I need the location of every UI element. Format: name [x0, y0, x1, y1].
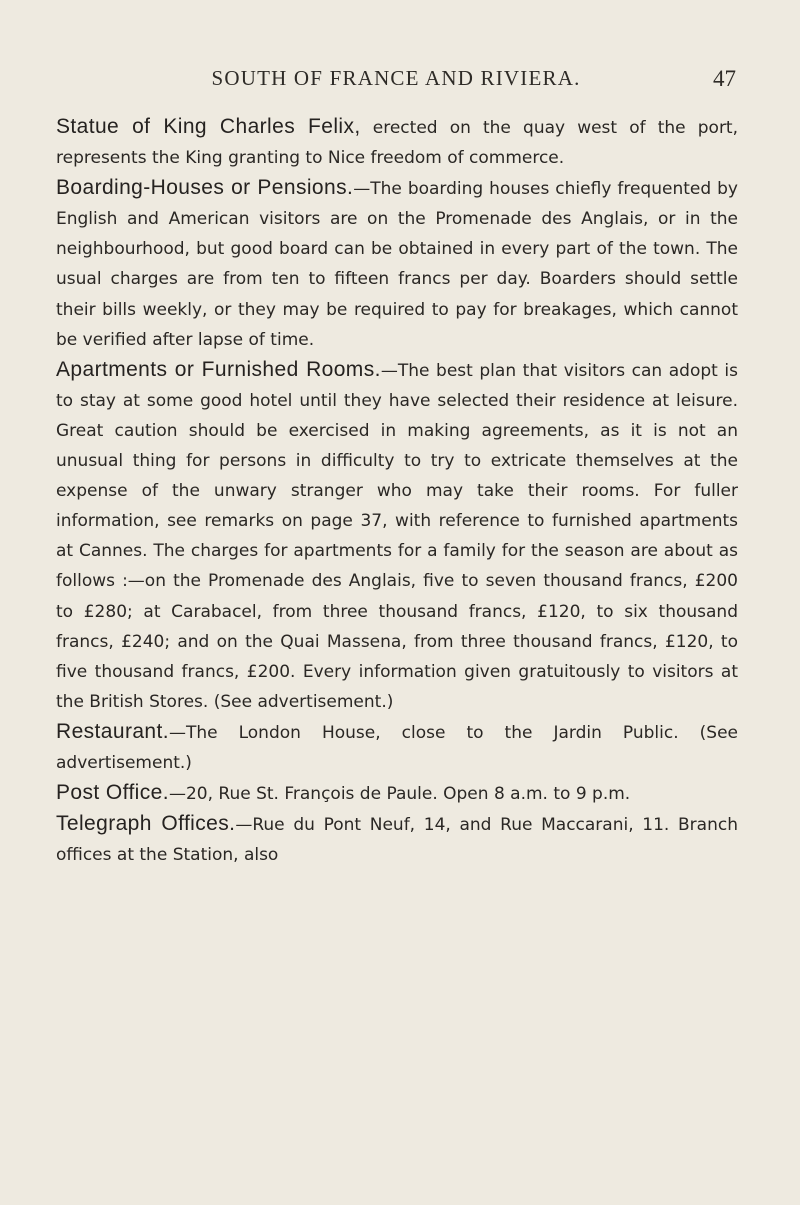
text-apartments: —The best plan that visitors can adopt is to stay at some good hotel until they have selected their residence at leisure. Great caution should be exercised in making agreements, as it is not an unusual thing for persons in difficulty to try to extricate themselves at the expense of the unwary stranger who may take their rooms. For fuller information, see remarks on page 37, with reference to furnished apartments at Cannes. The charges for apartments for a family for the season are about as follows :—on the Promenade des Anglais, five to seven thousand francs, £200 to £280; at Carabacel, from three thousand francs, £120, to six thousand francs, £240; and on the Quai Massena, from three thousand francs, £120, to five thousand francs, £200. Every information given gratuitously to visitors at the British Stores. (See advertisement.)	[56, 360, 738, 712]
paragraph-post-office	[56, 778, 738, 809]
text-post-office: —20, Rue St. François de Paule. Open 8 a.m. to 9 p.m.	[168, 784, 631, 805]
text-boarding-houses: —The boarding houses chiefly frequented by English and American visitors are on the Promenade des Anglais, or in the neighbourhood, but good board can be obtained in every part of the town. The usual charges are from ten to fifteen francs per day. Boarders should settle their bills weekly, or they may be required to pay for breakages, which cannot be verified after lapse of time.	[56, 179, 738, 350]
heading-post-office: Post Office.	[56, 781, 169, 805]
paragraph-apartments	[56, 355, 738, 717]
heading-restaurant: Restaurant.	[56, 719, 169, 743]
page-number: 47	[713, 66, 736, 91]
heading-apartments: Apartments or Furnished Rooms.	[56, 357, 381, 381]
paragraph-boarding-houses	[56, 173, 738, 355]
body-text	[56, 112, 738, 870]
heading-statue: Statue of King Charles Felix,	[56, 115, 361, 138]
heading-telegraph: Telegraph Offices.	[56, 812, 236, 836]
text-telegraph: —Rue du Pont Neuf, 14, and Rue Maccarani, 11. Branch offices at the Station, also	[56, 815, 738, 866]
running-title: SOUTH OF FRANCE AND RIVIERA.	[211, 66, 581, 90]
paragraph-restaurant	[56, 717, 738, 778]
heading-boarding-houses: Boarding-Houses or Pensions.	[56, 176, 354, 200]
running-head	[56, 66, 736, 96]
paragraph-statue	[56, 112, 738, 173]
paragraph-telegraph	[56, 809, 738, 870]
text-restaurant: —The London House, close to the Jardin Public. (See advertisement.)	[56, 722, 738, 773]
text-statue: erected on the quay west of the port, represents the King granting to Nice freedom of commerce.	[56, 118, 738, 169]
